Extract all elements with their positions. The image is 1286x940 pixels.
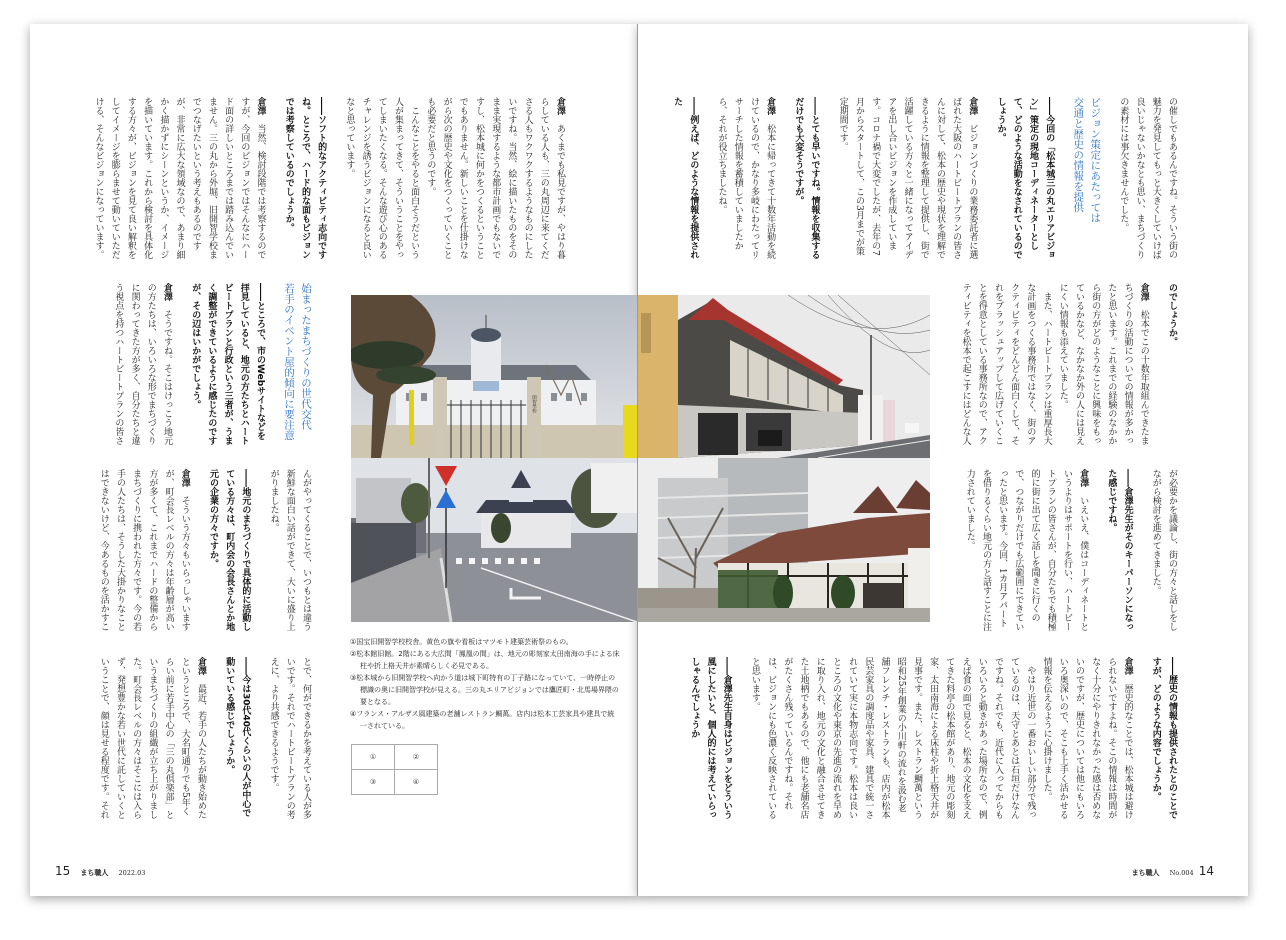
right-page-text-row-4	[688, 657, 1180, 819]
right-page-text-row-2	[936, 283, 1180, 445]
left-page-text-row-3	[98, 469, 314, 631]
paragraph-text: ――倉澤先生がそのキーパーソンになった感じですね。	[1106, 469, 1133, 631]
paragraph-text: ――今は30代40代くらいの人が中心で動いている感じでしょうか。	[224, 657, 251, 818]
section-heading	[280, 283, 314, 445]
layout-key-2: ②	[395, 745, 438, 770]
magazine-name: まち職人	[80, 869, 109, 877]
right-page-footer	[1127, 860, 1214, 879]
issue-date: 2022.03	[118, 869, 146, 877]
paragraph-text: また、ハートビートプランは重厚長大な計画をつくる事務所ではなく、街のアクティビティをどんどん面白くして、それをブラッシュアップして広げていくことを得意としている事務所なので、アクティビティを松本で起こすにはどんな人	[960, 283, 1052, 445]
answer-paragraph	[713, 97, 778, 259]
paragraph-text: ――倉澤先生自身はビジョンをどういう風にしたいと、個人的には考えていらっしゃるんでしょうか	[689, 657, 732, 819]
interviewer-question	[1103, 469, 1135, 631]
paragraph-text: ――ところで、市のWebサイトなどを拝見していると、地元の方たちとハートビートプランと行政という三者が、うまく調整ができているように感じたのですが、その辺はいかがでしょう。	[190, 283, 265, 445]
answer-paragraph	[422, 97, 568, 259]
paragraph-text: ――今回の「松本城三の丸エリアビジョン」策定の現地コーディネーターとして、どのような活動をなされているのでしょうか。	[995, 97, 1055, 259]
paragraph-text: とで、何ができるかを考えている人が多いです。それでハートビートプランの考えに、より共感できるようです。	[268, 657, 311, 819]
paragraph-text: そういう方々もいらっしゃいますが、町会長レベルの方々は年齢層が高い方が多くて、これまでハードの整備からまちづくりに携われた方々です。今の若手の人たちは、そうした大掛かりなことはできないけど、今あるものを活かすこ	[98, 469, 190, 631]
answer-paragraph	[110, 283, 175, 445]
answer-paragraph	[90, 97, 268, 259]
layout-key-1: ①	[352, 745, 395, 770]
photo-taiman-restaurant	[638, 458, 930, 622]
photo-captions	[350, 636, 620, 732]
answer-paragraph	[962, 469, 1092, 631]
caption-1: ①国宝旧開智学校校舎。黄色の旗や看板はマツモト建築芸術祭のもの。	[350, 638, 573, 646]
paragraph-text: いえいえ、僕はコーディネートというよりはサポートを行い、ハートビートプランの皆さんが、自分たちでも積極的に街に出て広く話しを聞きに行くので、つながりだけでも広範囲にできていったと思います。今回、1カ月アパートを借りるくらい地元の方と話すことに注力されていました。	[964, 469, 1089, 631]
paragraph-text: あくまでも私見ですが、やはり暮らしている人も、三の丸周辺に来てくださる人もワクワクするようなものにしたいですね。当然、絵に描いたものをそのまま実現するような都市計画でもないですし、松本城に何かをつくるということでもありません。新しいことを仕掛けながら次の歴史や文化をつくっていくことも必要だと思うのです。	[425, 97, 565, 259]
right-page-text-row-1	[672, 97, 1180, 259]
paragraph-text: やはり近世の一番おいしい部分で残っているのは、天守とあとは石垣だけなんですね。それでも、近代に入ってからもいろいろと動きがあった場所なので、例えば食の面で見ると、松本の文化を支えてきた料亭の松本館があり、地元の彫刻家、太田南海による床柱や折上格天井が見事です。また、レストラン鯛萬という昭和25年創業の小川軒の流れを汲む老舗フレンチ・レストランも、店内が松本民芸家具の調度品や家具、建具で統一されていて実に本物志向です。松本は良いところの文化や東京の先進の流れを早めに取り入れ、地元の文化と融合させてきた土地柄でもあるので、他にも老舗名店がたくさん残っているんですね。それは、ビジョンにも色濃く反映されていると思います。	[749, 657, 1036, 819]
body-paragraph	[341, 97, 422, 259]
interviewer-question	[686, 657, 735, 819]
paragraph-text: 歴史的なことでは、松本城は避けられないですよね。そこの情報は時間がなく十分にやりきれなかった感は否めないのですが、歴史については他にもいろいろ奥深いので、そこも上手く活かせる情報を伝えるように心掛けました。	[1041, 657, 1133, 819]
speaker-name: 倉澤	[1078, 469, 1089, 487]
paragraph-text: ――例えば、どのような情報を提供された	[672, 97, 699, 259]
caption-4: ④フランス・アルザス風建築の老舗レストラン鯛萬。店内は松本工芸家具や建具で統一されている。	[350, 710, 615, 730]
interviewer-question	[187, 283, 268, 445]
interviewer-question	[205, 469, 254, 631]
page-number: 15	[55, 864, 71, 878]
speaker-name: 倉澤	[1138, 283, 1149, 301]
interviewer-question	[281, 97, 330, 259]
speaker-name: 倉澤	[765, 97, 776, 115]
interviewer-question	[790, 97, 822, 259]
left-page-text-row-4	[98, 657, 314, 819]
right-page-text-row-3	[936, 469, 1180, 631]
photo-layout-key	[351, 744, 438, 795]
paragraph-text: そうですね。そこはけっこう地元の方たちは、いろいろな形でまちづくりに関わってきた方が多く、自分たちと違う視点を持つハートビートプランの皆さ	[113, 283, 172, 445]
caption-3: ③松本城から旧開智学校へ向かう道は城下町特有の丁子路になっていて、一時停止の標識の奥に旧開智学校が見える。三の丸エリアビジョンでは鷹匠町・北馬場界隈の要となる。	[350, 674, 619, 706]
body-paragraph	[747, 657, 1039, 819]
layout-key-4: ④	[395, 770, 438, 795]
body-paragraph	[957, 283, 1054, 445]
left-page-text-row-1	[93, 97, 568, 259]
answer-paragraph	[96, 469, 193, 631]
answer-paragraph	[96, 657, 209, 819]
answer-paragraph	[1055, 283, 1152, 445]
speaker-name: 倉澤	[555, 97, 565, 115]
paragraph-text: こんなことをやると面白そうだという人が集まってきて、そういうことをやってしまいたくなる。そんな遊び心のあるチャレンジを誘うビジョンになると良いなと思っています。	[344, 97, 420, 259]
paragraph-text: が必要かを議論し、街の方々と話しをしながら検討を進めてきました。	[1150, 469, 1177, 631]
speaker-name: 倉澤	[967, 97, 978, 115]
magazine-name: まち職人	[1131, 869, 1160, 877]
layout-key-3: ③	[352, 770, 395, 795]
paragraph-text: ――とても早いですね。情報を収集するだけでも大変そうですが。	[793, 97, 820, 259]
interviewer-question	[992, 97, 1057, 259]
interviewer-question	[669, 97, 701, 259]
issue-number: No.004	[1169, 869, 1194, 877]
section-heading-line: 始まったまちづくりの世代交代	[300, 283, 312, 430]
interviewer-question	[221, 657, 253, 819]
body-paragraph	[265, 657, 314, 819]
page-number: 14	[1198, 864, 1214, 878]
paragraph-text: 当然、検討段階では考察するのですが、今回のビジョンではそんなにハード面の詳しいところまでは踏み込んでいません。三の丸から外堀、旧開智学校までつなげたいという考えもあるのですが、非常に広大な領域なので、あまり細かく描かずにシーンというか、イメージを描いています。これから検討を具体化する方々が、ビジョンを見て良い解釈をしてイメージを膨らませて動いていただける、そんなビジョンになっています。	[93, 97, 266, 259]
answer-paragraph	[835, 97, 981, 259]
section-heading	[1069, 97, 1103, 259]
paragraph-text: 松本に帰ってきて十数年活動を続けているので、かなり多岐にわたってリサーチした情報を蓄積していましたから、それが役立ちましたね。	[716, 97, 776, 259]
body-paragraph	[1115, 97, 1180, 259]
photo-kaichi-school	[351, 295, 637, 458]
paragraph-text: 最近、若手の人たちが動き始めたというところで、大名町通りでも5年くらい前に若手中心の「三の丸倶楽部」というまちづくりの組織が立ち上がりました。町会長レベルの方々はそこには入らず、発想豊かな若い世代に託していくということで、顔は見せる程度です。それ	[98, 657, 206, 819]
paragraph-text: んがやってくることで、いつもとは違う新鮮な面白い話ができて、大いに盛り上がりましたね。	[268, 469, 311, 631]
paragraph-text: ――ソフト的なアクティビティ志向ですね。ところで、ハード的な面もビジョンでは考察しているのでしょうか。	[283, 97, 327, 259]
paragraph-text: 松本でこの十数年取組んできたまちづくりの活動についての情報が多かったと思います。これまでの経験のなかから街の方がどのようなことに興味をもっているかなど、なかなか外の人には見えにくい情報も添えていました。	[1057, 283, 1149, 445]
speaker-name: 倉澤	[1122, 657, 1133, 675]
section-heading-line: 若手のイベント屋的傾向に要注意	[283, 283, 295, 441]
photo-matsumotokan	[638, 295, 930, 458]
speaker-name: 倉澤	[195, 657, 206, 675]
body-paragraph	[1148, 469, 1180, 631]
section-heading-line: 交通と歴史の情報を提供	[1072, 97, 1085, 213]
photo-road-to-school	[351, 458, 637, 622]
section-heading-line: ビジョン策定にあたっては	[1089, 97, 1102, 223]
paragraph-text: の催しでもあるんですね。そういう街の魅力を発見してもっと大きくしていけば良いじゃないかなとも思い、まちづくりの素材には事欠きませんでした。	[1118, 97, 1177, 259]
speaker-name: 倉澤	[179, 469, 190, 487]
paragraph-text: のでしょうか。	[1167, 283, 1177, 346]
gate-sign: 開智學校	[531, 395, 537, 413]
body-paragraph	[265, 469, 314, 631]
left-page-footer	[55, 860, 145, 879]
paragraph-text: ――歴史の情報も提供されたとのことですが、どのような内容でしょうか。	[1150, 657, 1177, 819]
interviewer-question	[1148, 657, 1180, 819]
paragraph-text: ――地元のまちづくりで具体的に活動している方々は、町内会の会長さんとか地元の企業の方々ですか。	[207, 469, 251, 631]
speaker-name: 倉澤	[161, 283, 172, 301]
paragraph-text: ビジョンづくりの業務委託者に選ばれた大阪のハートビートプランの皆さんに対して、松本の歴史や現状を理解できるように情報を整理して提供し、街で活躍している方々と一緒になってアイデアを出し合いビジョンを作成しています。コロナ禍で大変でしたが、去年の7月からスタートして、この3月までが策定期間です。	[837, 97, 978, 259]
interviewer-question	[1164, 283, 1180, 445]
caption-2: ②松本館旧館。2階にある大広間「鳳凰の間」は、地元の彫刻家太田南海の手による床柱や折上格天井が素晴らしく必見である。	[350, 650, 620, 670]
answer-paragraph	[1038, 657, 1135, 819]
speaker-name: 倉澤	[255, 97, 266, 115]
left-page-text-row-2	[98, 283, 314, 445]
